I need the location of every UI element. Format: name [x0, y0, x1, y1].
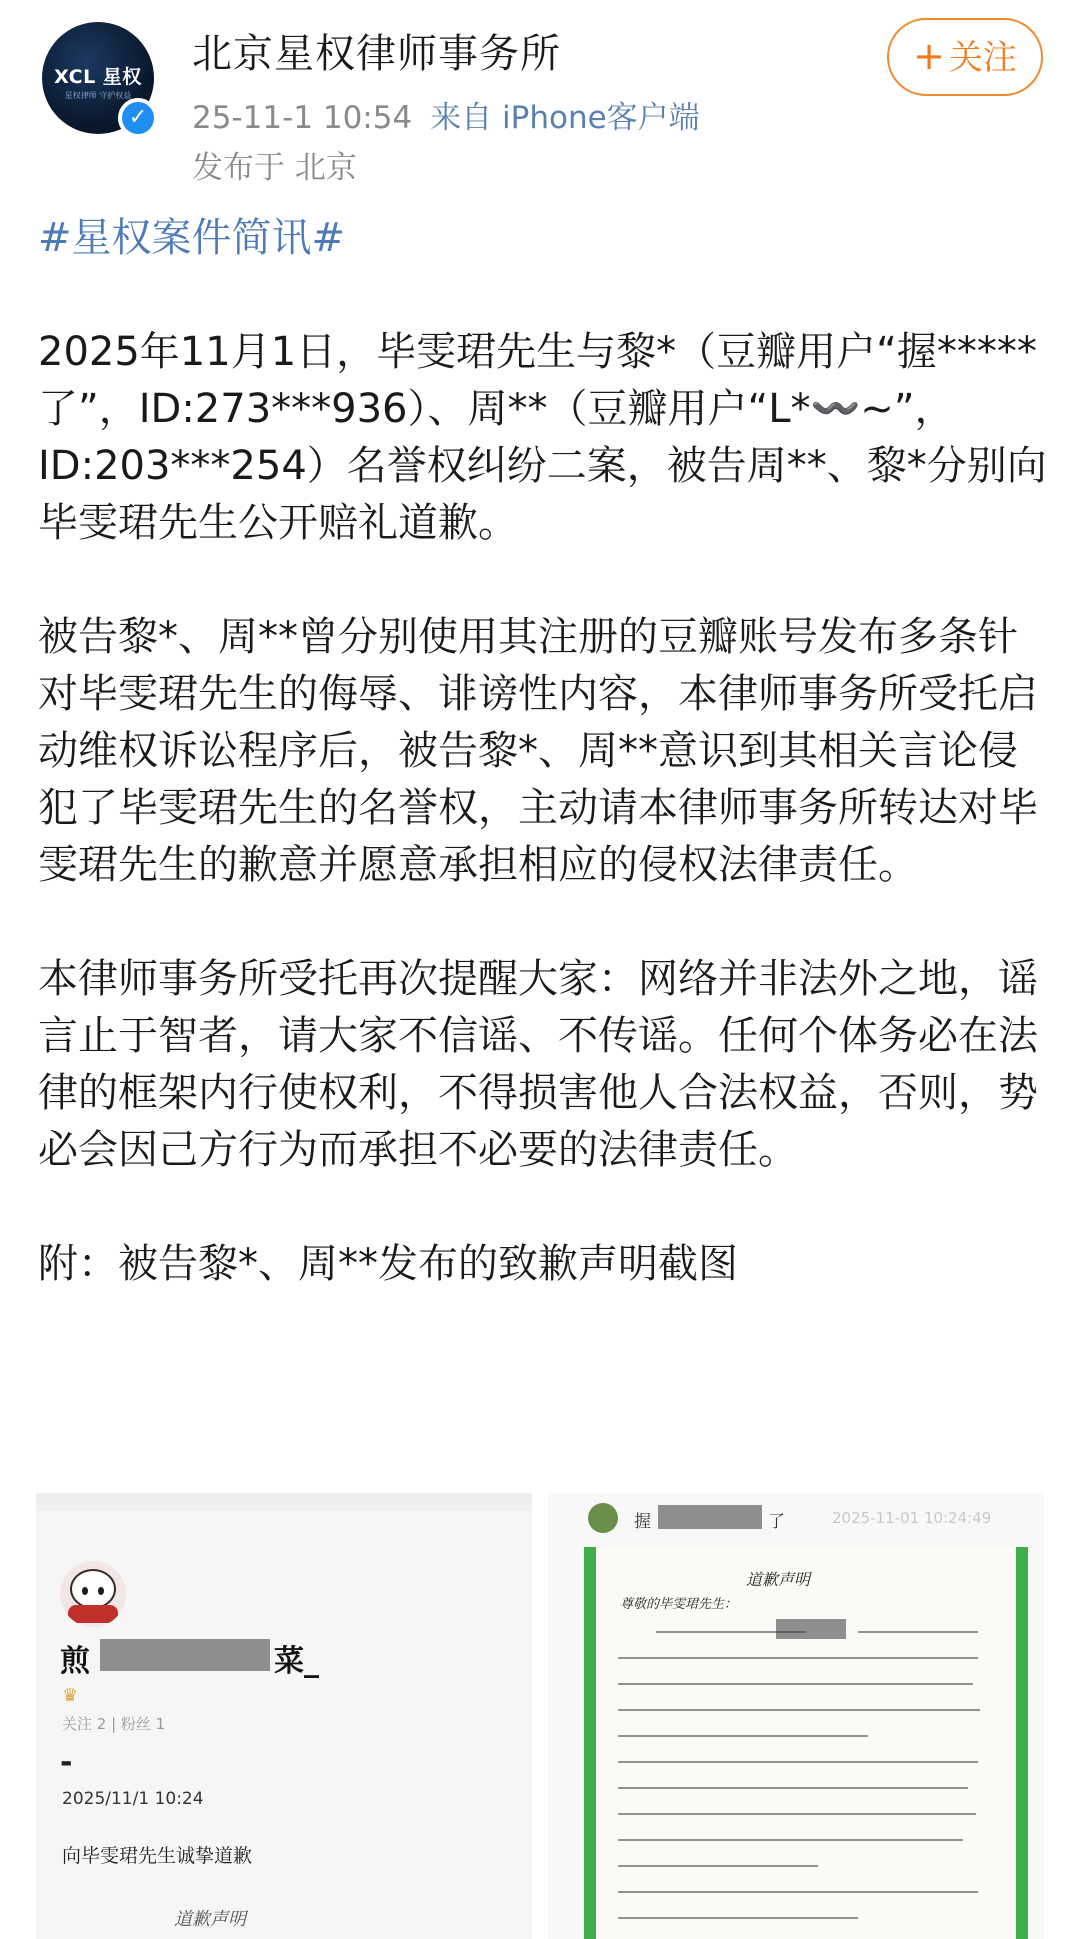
- poster-time: 2025-11-01 10:24:49: [832, 1509, 992, 1527]
- screenshot-post-time: 2025/11/1 10:24: [62, 1789, 204, 1809]
- post-paragraph: 本律师事务所受托再次提醒大家：网络并非法外之地，谣言止于智者，请大家不信谣、不传谣。任何个体务必在法律的框架内行使权利，不得损害他人合法权益，否则，势必会因己方行为而承担不必要的法律责任。: [38, 956, 1038, 1173]
- post-source: 来自 iPhone客户端: [430, 100, 700, 136]
- handwriting-line: [618, 1683, 973, 1685]
- post-location: 发布于 北京: [192, 150, 357, 186]
- avatar-eye: [82, 1587, 88, 1595]
- account-name[interactable]: 北京星权律师事务所: [192, 31, 561, 77]
- letter-salutation: 尊敬的毕雯珺先生：: [620, 1597, 738, 1612]
- handwritten-apology-letter: [584, 1547, 1028, 1939]
- handwriting-line: [618, 1813, 976, 1815]
- redaction-mask: [658, 1505, 762, 1529]
- handwriting-line: [618, 1839, 963, 1841]
- avatar-bow: [68, 1605, 118, 1623]
- handwriting-line: [618, 1917, 858, 1919]
- handwriting-line: [858, 1631, 978, 1633]
- poster-name-end: 了: [768, 1512, 785, 1532]
- crown-icon: ♛: [62, 1685, 79, 1706]
- post-timestamp: 25-11-1 10:54: [192, 100, 413, 136]
- redaction-mask: [776, 1619, 846, 1639]
- follow-button-label: 关注: [948, 38, 1017, 78]
- post-paragraph: 被告黎*、周**曾分别使用其注册的豆瓣账号发布多条针对毕雯珺先生的侮辱、诽谤性内容，本律师事务所受托启动维权诉讼程序后，被告黎*、周**意识到其相关言论侵犯了毕雯珺先生的名誉权，主动请本律师事务所转达对毕雯珺先生的歉意并愿意承担相应的侵权法律责任。: [38, 614, 1038, 888]
- apology-screenshot-2[interactable]: [548, 1493, 1044, 1939]
- letter-title: 道歉声明: [746, 1570, 811, 1589]
- attached-images: [36, 1493, 1044, 1939]
- avatar-face: [70, 1569, 116, 1609]
- avatar-eye: [98, 1587, 104, 1595]
- post-paragraph: 附：被告黎*、周**发布的致歉声明截图: [38, 1241, 738, 1287]
- avatar-logo-text: XCL 星权: [54, 66, 142, 88]
- screenshot-post-title: 向毕雯珺先生诚挚道歉: [62, 1845, 253, 1867]
- screenshot-top-bar: [36, 1493, 532, 1511]
- user-bio: -: [60, 1745, 73, 1780]
- handwriting-line: [618, 1865, 818, 1867]
- redaction-mask: [100, 1639, 270, 1671]
- user-name-start: 煎: [60, 1644, 90, 1679]
- post-meta: [192, 92, 700, 137]
- user-avatar: [60, 1561, 126, 1627]
- poster-avatar: [588, 1503, 618, 1533]
- user-name-end: 菜_: [274, 1644, 319, 1679]
- handwriting-line: [618, 1657, 978, 1659]
- handwriting-line: [618, 1761, 978, 1763]
- poster-name: [634, 1507, 651, 1532]
- handwriting-preview: 道歉声明: [174, 1909, 246, 1930]
- verified-badge-icon: ✓: [118, 98, 158, 138]
- plus-icon: +: [913, 34, 945, 78]
- poster-name-start: 握: [634, 1512, 651, 1532]
- post-header: [0, 0, 1080, 200]
- apology-screenshot-1[interactable]: [36, 1493, 532, 1939]
- handwriting-line: [618, 1787, 968, 1789]
- avatar-logo-subtext: 星权律师 守护权益: [64, 91, 132, 100]
- follow-stats: 关注 2 | 粉丝 1: [62, 1715, 166, 1733]
- screenshot-user-name: [60, 1636, 90, 1680]
- handwriting-line: [618, 1709, 980, 1711]
- handwriting-line: [618, 1891, 978, 1893]
- post-body: [38, 210, 1048, 1293]
- post-paragraph: 2025年11月1日，毕雯珺先生与黎*（豆瓣用户“握*****了”，ID:273***936）、周**（豆瓣用户“L*〰️~”，ID:203***254）名誉权纠纷二案，被告周**、黎*分别向毕雯珺先生公开赔礼道歉。: [38, 329, 1047, 546]
- hashtag-link[interactable]: #星权案件简讯#: [38, 215, 346, 261]
- follow-button[interactable]: [887, 18, 1043, 96]
- handwriting-line: [618, 1735, 868, 1737]
- handwriting-line: [656, 1631, 806, 1633]
